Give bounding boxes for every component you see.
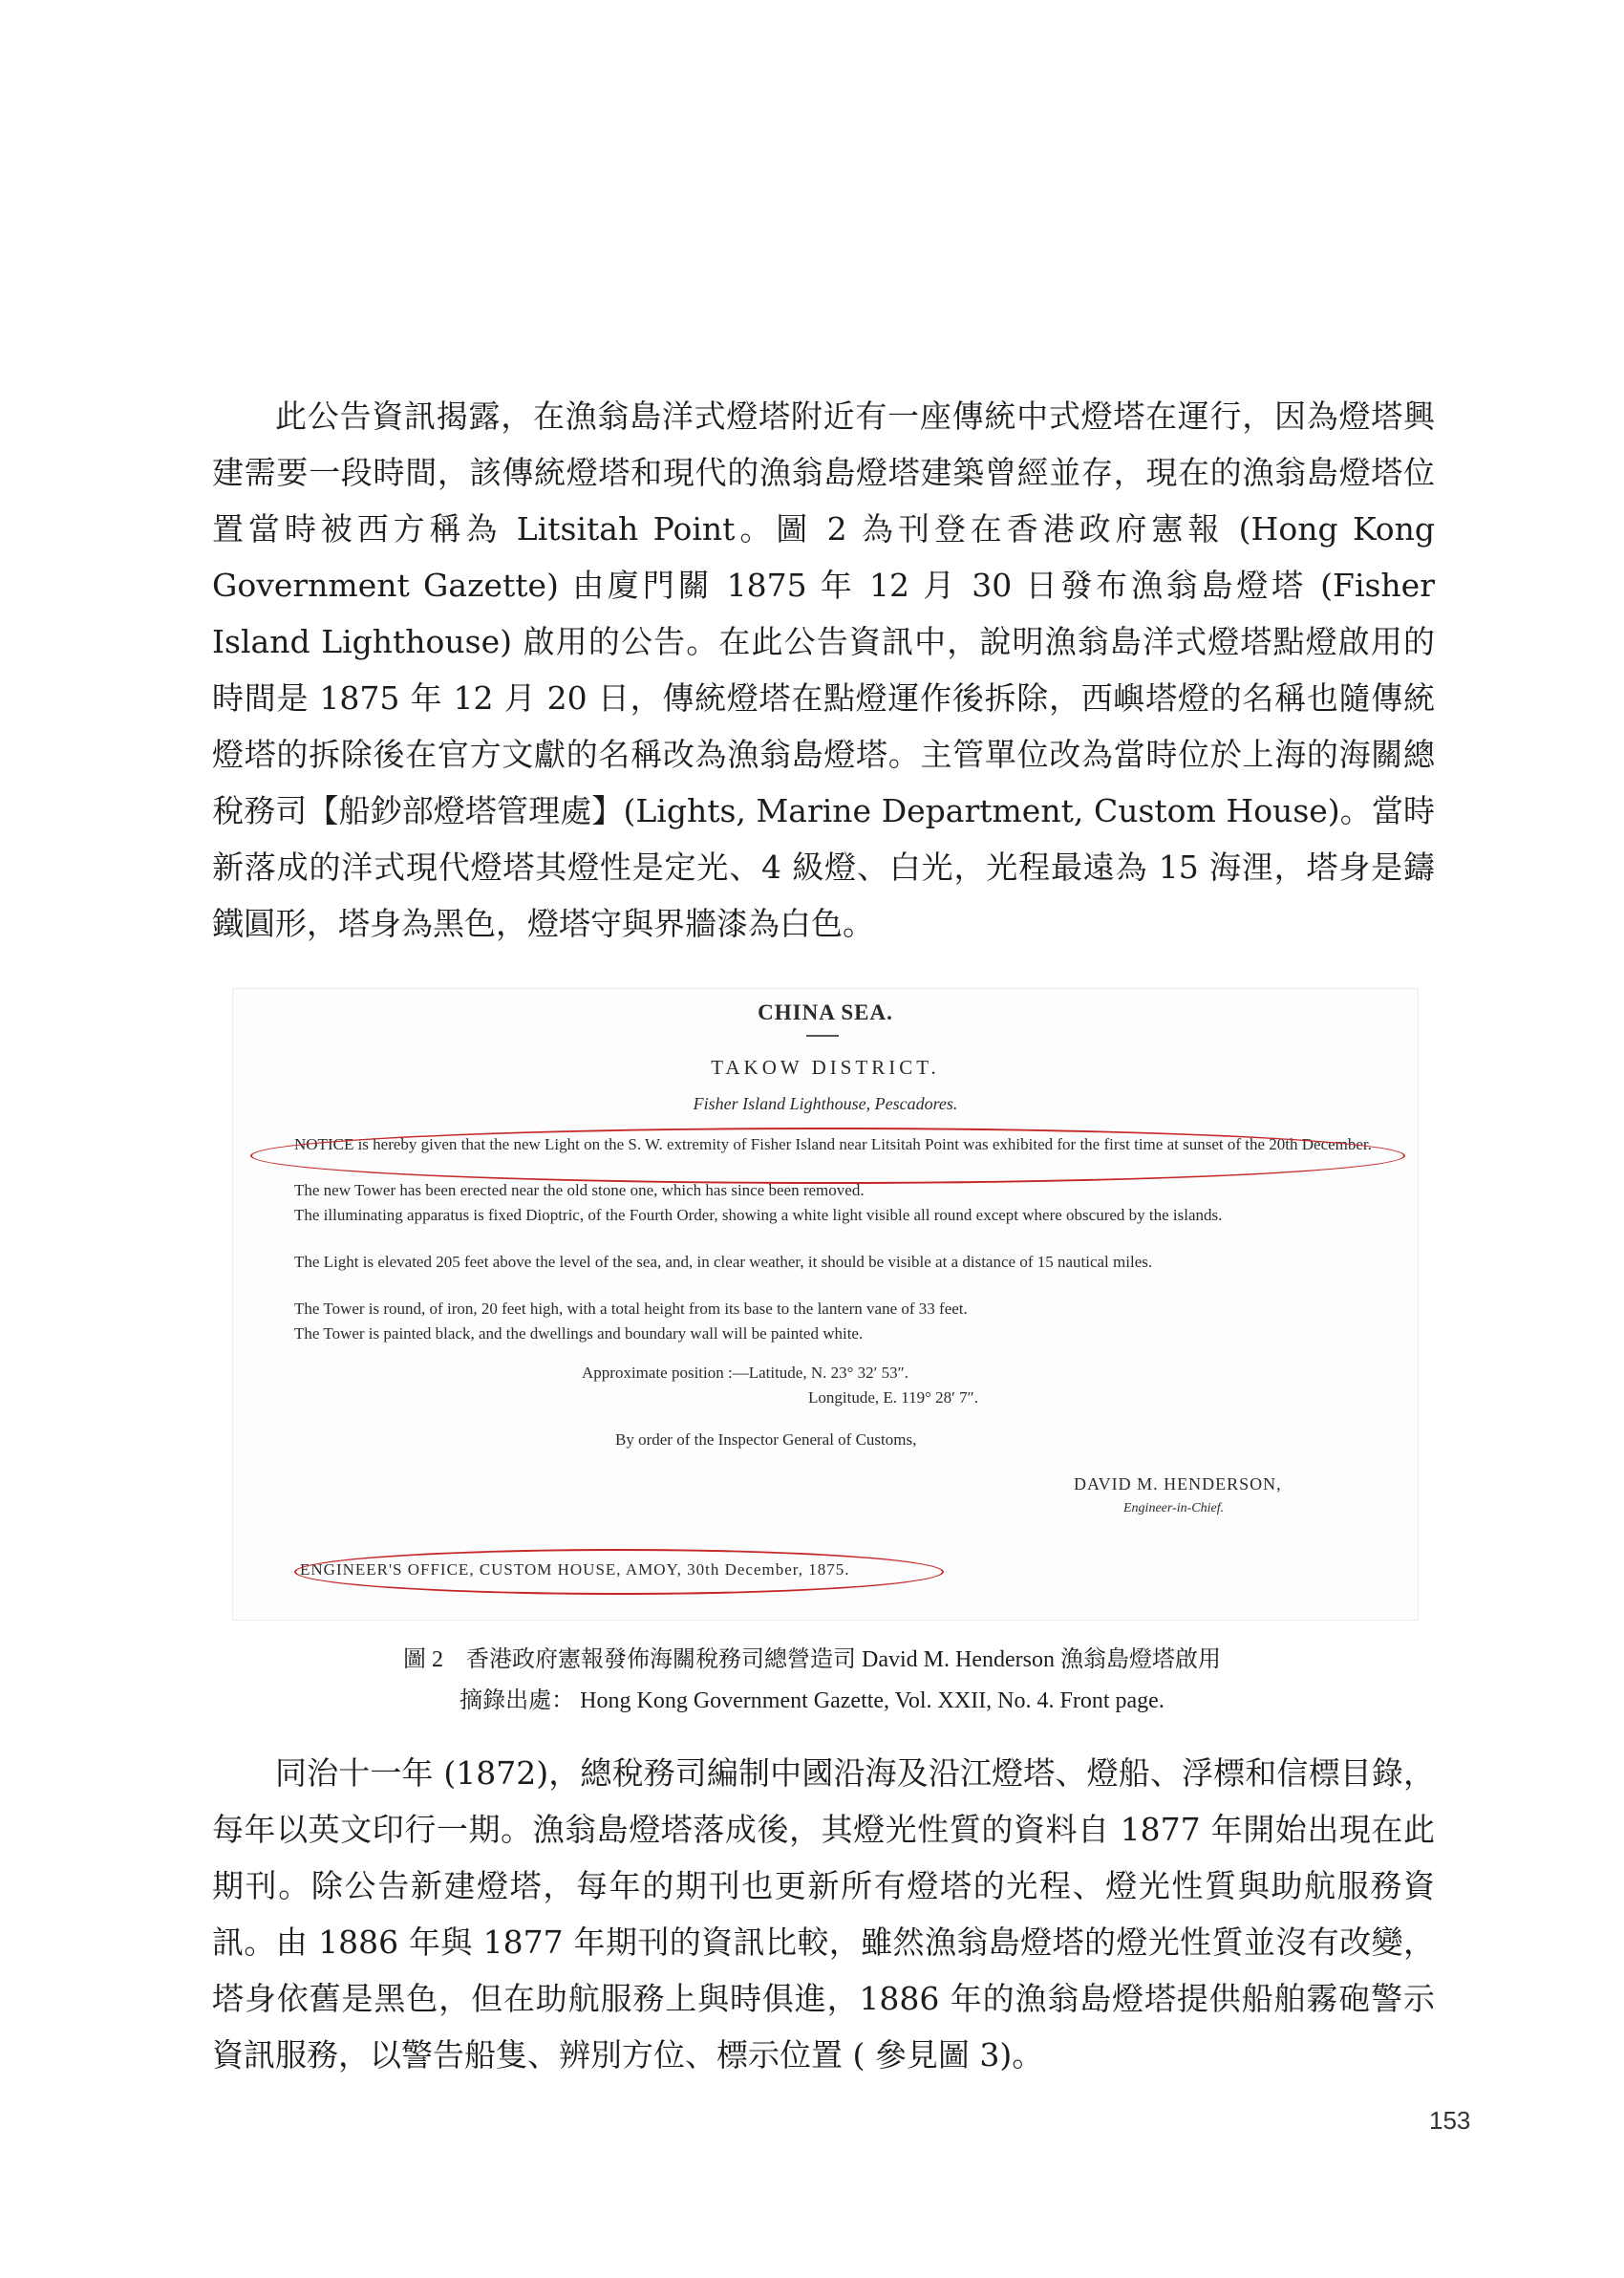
figure-source: 摘錄出處： Hong Kong Government Gazette, Vol. XXII, No. 4. Front page. (459, 1688, 1165, 1713)
figure-line-painted: The Tower is painted black, and the dwellings and boundary wall will be painted white. (294, 1324, 864, 1343)
figure-notice: NOTICE is hereby given that the new Light on the S. W. extremity of Fisher Island near Litsitah Point was exhibited for the first time at sunset of the 20th December. (294, 1135, 1372, 1153)
gazette-figure (232, 988, 1419, 1621)
figure-signature-title: Engineer-in-Chief. (1123, 1501, 1225, 1515)
highlight-oval-notice (250, 1128, 1405, 1184)
figure-caption: 圖 2 香港政府憲報發佈海關稅務司總營造司 David M. Henderson 漁翁島燈塔啟用 (403, 1647, 1221, 1672)
figure-line-tower: The new Tower has been erected near the old stone one, which has since been removed. (294, 1181, 865, 1199)
figure-line-round: The Tower is round, of iron, 20 feet high, with a total height from its base to the lantern vane of 33 feet. (294, 1300, 968, 1318)
figure-office-line: ENGINEER'S OFFICE, CUSTOM HOUSE, AMOY, 30th December, 1875. (300, 1560, 850, 1579)
figure-latitude: Approximate position :—Latitude, N. 23° 32′ 53″. (582, 1364, 908, 1382)
figure-signature: DAVID M. HENDERSON, (1074, 1474, 1282, 1494)
figure-lighthouse-name: Fisher Island Lighthouse, Pescadores. (693, 1094, 958, 1113)
figure-district: TAKOW DISTRICT. (711, 1056, 940, 1079)
highlight-oval-office (294, 1549, 944, 1595)
body-paragraph-1: 此公告資訊揭露，在漁翁島洋式燈塔附近有一座傳統中式燈塔在運行，因為燈塔興建需要一段時間，該傳統燈塔和現代的漁翁島燈塔建築曾經並存，現在的漁翁島燈塔位置當時被西方稱為 Litsitah Point。圖 2 為刊登在香港政府憲報 (Hong Kong Government Gazette) 由廈門關 1875 年 12 月 30 日發布漁翁島燈塔 (Fisher Island Lighthouse) 啟用的公告。在此公告資訊中，說明漁翁島洋式燈塔點燈啟用的時間是 1875 年 12 月 20 日，傳統燈塔在點燈運作後拆除，西嶼塔燈的名稱也隨傳統燈塔的拆除後在官方文獻的名稱改為漁翁島燈塔。主管單位改為當時位於上海的海關總稅務司【船鈔部燈塔管理處】(Lights, Marine Department, Custom House)。當時新落成的洋式現代燈塔其燈性是定光、4 級燈、白光，光程最遠為 15 海浬，塔身是鑄鐵圓形，塔身為黑色，燈塔守與界牆漆為白色。 (212, 398, 1435, 942)
page-number: 153 (1429, 2106, 1471, 2135)
figure-line-apparatus: The illuminating apparatus is fixed Dioptric, of the Fourth Order, showing a white light visible all round except where obscured by the islands. (294, 1206, 1223, 1224)
figure-longitude: Longitude, E. 119° 28′ 7″. (808, 1388, 978, 1407)
figure-rule (806, 1035, 839, 1037)
figure-line-light: The Light is elevated 205 feet above the level of the sea, and, in clear weather, it should be visible at a distance of 15 nautical miles. (294, 1253, 1153, 1271)
figure-heading: CHINA SEA. (758, 1000, 893, 1024)
figure-order: By order of the Inspector General of Customs, (615, 1430, 917, 1449)
body-paragraph-2: 同治十一年 (1872)，總稅務司編制中國沿海及沿江燈塔、燈船、浮標和信標目錄，每年以英文印行一期。漁翁島燈塔落成後，其燈光性質的資料自 1877 年開始出現在此期刊。除公告新建燈塔，每年的期刊也更新所有燈塔的光程、燈光性質與助航服務資訊。由 1886 年與 1877 年期刊的資訊比較，雖然漁翁島燈塔的燈光性質並沒有改變，塔身依舊是黑色，但在助航服務上與時俱進，1886 年的漁翁島燈塔提供船舶霧砲警示資訊服務，以警告船隻、辨別方位、標示位置 ( 參見圖 3)。 (212, 1754, 1435, 2074)
